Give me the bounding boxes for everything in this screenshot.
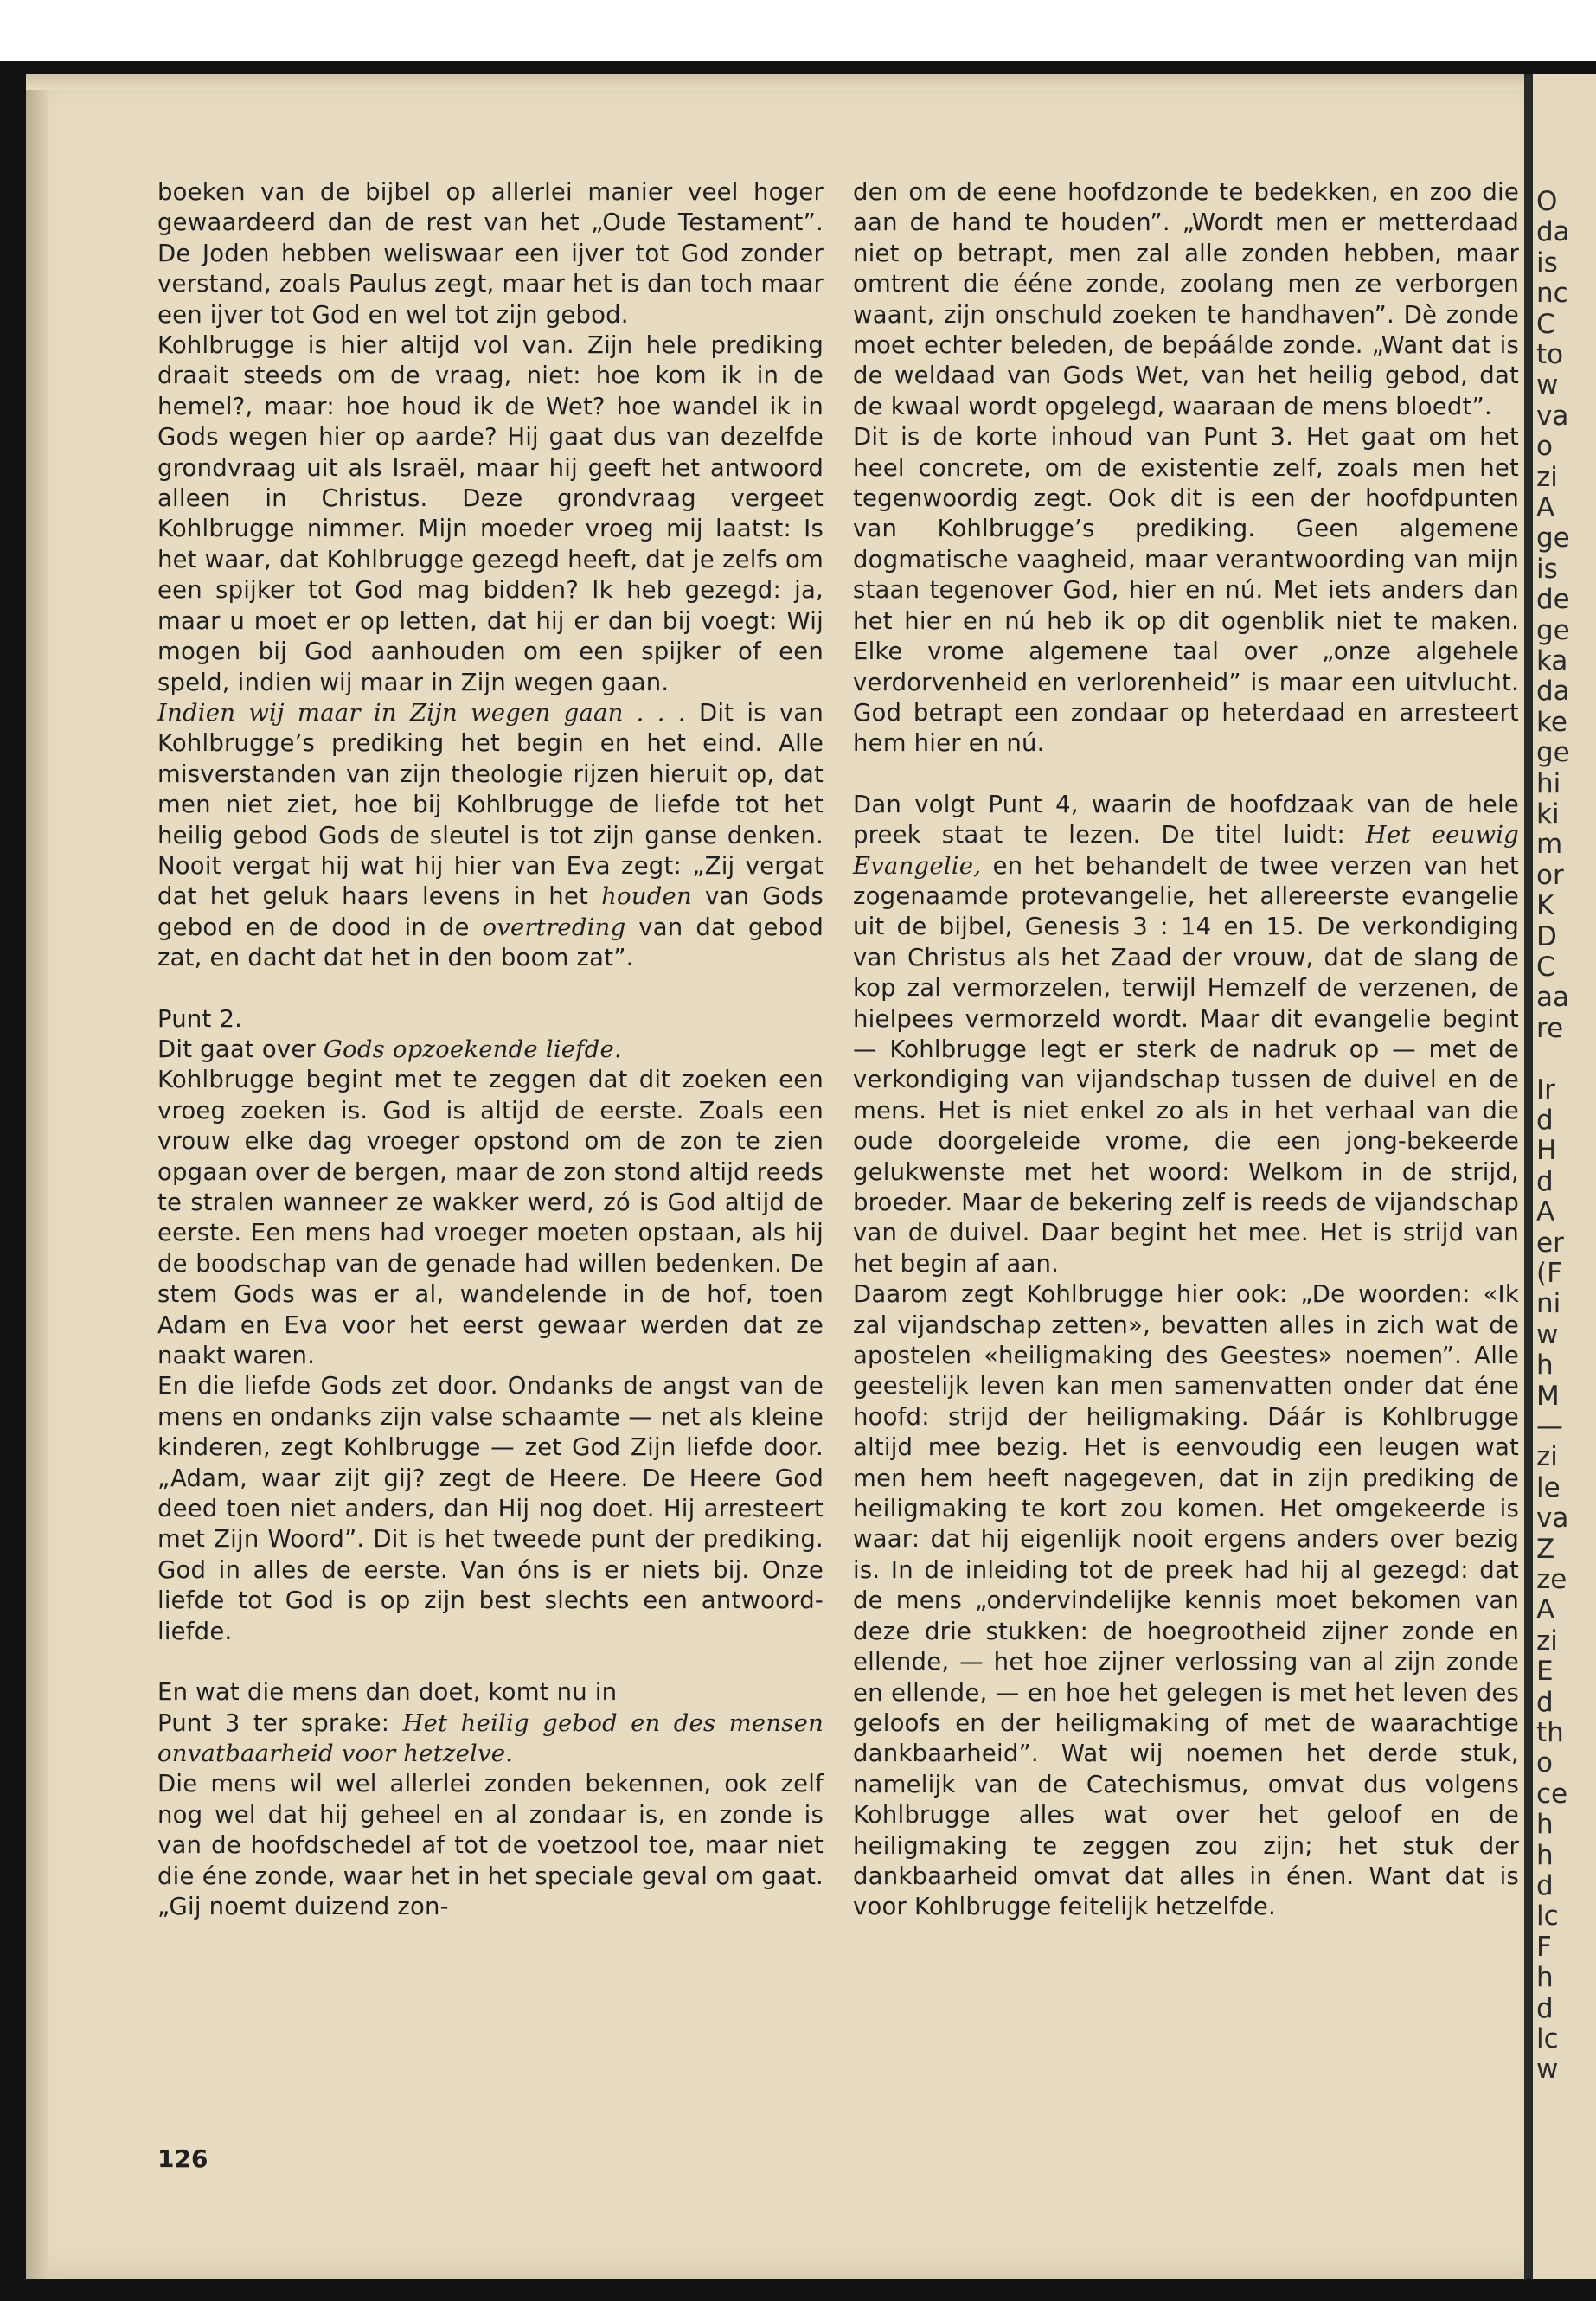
adjacent-page-fragment: w bbox=[1536, 2054, 1559, 2086]
paragraph bbox=[157, 1004, 824, 1035]
adjacent-page-fragment: ka bbox=[1536, 645, 1568, 676]
paragraph bbox=[157, 330, 824, 698]
body-text: Dan volgt Punt 4, waarin de hoofdzaak van de hele preek staat te lezen. De titel luidt: bbox=[853, 790, 1519, 849]
paragraph bbox=[853, 790, 1519, 1280]
adjacent-page-fragment: E bbox=[1536, 1656, 1554, 1688]
adjacent-page-fragment: w bbox=[1536, 1318, 1559, 1350]
paragraph bbox=[853, 177, 1519, 422]
italic-text: Indien wij maar in Zijn wegen gaan . . . bbox=[157, 698, 686, 727]
adjacent-page-fragment: ge bbox=[1536, 614, 1570, 646]
adjacent-page-fragment: hi bbox=[1536, 767, 1561, 799]
adjacent-page-fragment: O bbox=[1536, 186, 1558, 217]
body-text: van dat gebod zat, en dacht dat het in den boom zat”. bbox=[157, 913, 824, 972]
body-text: boeken van de bijbel op allerlei manier veel hoger gewaardeerd dan de rest van het „Oude Testament”. De Joden hebben weliswaar een ijver tot God zonder verstand, zoals Paulus zegt, maar het is dan toch maar een ijver tot God en wel tot zijn gebod. bbox=[157, 178, 824, 329]
adjacent-page-fragment: — bbox=[1536, 1411, 1563, 1442]
adjacent-page-fragment: va bbox=[1536, 400, 1569, 432]
adjacent-page-fragment: Z bbox=[1536, 1533, 1555, 1565]
paragraph bbox=[157, 1769, 824, 1922]
adjacent-page-fragment: M bbox=[1536, 1380, 1560, 1412]
page-top-edge bbox=[26, 74, 1548, 90]
adjacent-page-fragment: ce bbox=[1536, 1778, 1568, 1810]
adjacent-page-fragment: C bbox=[1536, 308, 1555, 340]
adjacent-page-fragment: Ir bbox=[1536, 1074, 1555, 1106]
adjacent-page-fragment: re bbox=[1536, 1012, 1564, 1044]
paragraph bbox=[157, 1708, 824, 1770]
italic-text: Het heilig gebod en des mensen onvatbaarheid voor hetzelve. bbox=[157, 1708, 824, 1767]
paragraph bbox=[157, 698, 824, 974]
adjacent-page-fragment: nc bbox=[1536, 278, 1568, 310]
adjacent-page-fragment: da bbox=[1536, 676, 1570, 708]
body-text: Punt 2. bbox=[157, 1004, 243, 1033]
body-text: van Gods gebod en de dood in de bbox=[157, 882, 824, 941]
adjacent-page-fragment: h bbox=[1536, 1839, 1554, 1871]
adjacent-page-fragment: lc bbox=[1536, 2023, 1559, 2054]
adjacent-page-fragment: d bbox=[1536, 1165, 1554, 1197]
adjacent-page-fragment: d bbox=[1536, 1992, 1554, 2024]
adjacent-page-strip bbox=[1533, 74, 1596, 2279]
adjacent-page-fragment: da bbox=[1536, 216, 1570, 248]
adjacent-page-fragment: ki bbox=[1536, 798, 1560, 830]
adjacent-page-fragment: to bbox=[1536, 339, 1564, 370]
adjacent-page-fragment: o bbox=[1536, 431, 1553, 463]
book-gutter bbox=[1524, 74, 1533, 2279]
paragraph-gap bbox=[853, 760, 1519, 790]
adjacent-page-fragment: va bbox=[1536, 1503, 1569, 1535]
adjacent-page-fragment: er bbox=[1536, 1227, 1564, 1259]
scan-background bbox=[0, 0, 1596, 61]
adjacent-page-fragment: C bbox=[1536, 952, 1555, 983]
adjacent-page-fragment: is bbox=[1536, 553, 1558, 585]
adjacent-page-fragment: d bbox=[1536, 1686, 1554, 1718]
italic-text: Gods opzoekende liefde. bbox=[323, 1035, 622, 1063]
body-text: Punt 3 ter sprake: bbox=[157, 1708, 403, 1737]
adjacent-page-fragment: h bbox=[1536, 1962, 1554, 1994]
italic-text: overtreding bbox=[482, 913, 626, 941]
page-number: 126 bbox=[157, 2144, 208, 2173]
adjacent-page-fragment: D bbox=[1536, 920, 1557, 952]
body-text: en het behandelt de twee verzen van het zogenaamde protevangelie, het allereerste evangelie uit de bijbel, Genesis 3 : 14 en 15. De verkondiging van Christus als het Zaad der vrouw, dat de slang de kop zal vermorzelen, terwijl Hemzelf de verzenen, de hielpees vermorzeld wordt. Maar dit evangelie begint — Kohlbrugge legt er sterk de nadruk op — met de verkondiging van vijandschap tussen de duivel en de mens. Het is niet enkel zo als in het verhaal van die oude doorgeleide vrome, die een jong-bekeerde gelukwenste met het woord: Welkom in de strijd, broeder. Maar de bekering zelf is reeds de vijandschap van de duivel. Daar begint het mee. Het is strijd van het begin af aan. bbox=[853, 851, 1519, 1278]
italic-text: Het eeuwig Evangelie, bbox=[853, 821, 1519, 880]
adjacent-page-fragment: K bbox=[1536, 890, 1554, 922]
adjacent-page-fragment: le bbox=[1536, 1471, 1561, 1503]
adjacent-page-fragment: zi bbox=[1536, 1441, 1558, 1473]
body-text: Dit is van Kohlbrugge’s prediking het begin en het eind. Alle misverstanden van zijn theologie rijzen hieruit op, dat men niet ziet, hoe bij Kohlbrugge de liefde tot het heilig gebod Gods de sleutel is tot zijn ganse denken. Nooit vergat hij wat hij hier van Eva zegt: „Zij vergat dat het geluk haars levens in het bbox=[157, 698, 824, 911]
body-text: Kohlbrugge is hier altijd vol van. Zijn hele prediking draait steeds om de vraag, niet: hoe kom ik in de hemel?, maar: hoe houd ik de Wet? hoe wandel ik in Gods wegen hier op aarde? Hij gaat dus van dezelfde grondvraag uit als Israël, maar hij geeft het antwoord alleen in Christus. Deze grondvraag vergeet Kohlbrugge nimmer. Mijn moeder vroeg mij laatst: Is het waar, dat Kohlbrugge gezegd heeft, dat je zelfs om een spijker tot God mag bidden? Ik heb gezegd: ja, maar u moet er op letten, dat hij er dan bij voegt: Wij mogen bij God aanhouden om een spijker of een speld, indien wij maar in Zijn wegen gaan. bbox=[157, 331, 824, 696]
paragraph bbox=[157, 1035, 824, 1065]
adjacent-page-fragment: (F bbox=[1536, 1258, 1562, 1289]
adjacent-page-fragment: A bbox=[1536, 492, 1555, 523]
page-left-edge bbox=[26, 74, 48, 2279]
adjacent-page-fragment: A bbox=[1536, 1196, 1555, 1228]
adjacent-page-fragment: h bbox=[1536, 1809, 1554, 1841]
adjacent-page-fragment: zi bbox=[1536, 461, 1558, 493]
adjacent-page-fragment: ge bbox=[1536, 522, 1570, 554]
adjacent-page-fragment: d bbox=[1536, 1105, 1554, 1136]
adjacent-page-fragment: ni bbox=[1536, 1288, 1561, 1320]
right-text-column bbox=[853, 177, 1519, 1923]
adjacent-page-fragment: F bbox=[1536, 1931, 1552, 1963]
adjacent-page-fragment: is bbox=[1536, 247, 1558, 279]
adjacent-page-fragment: lc bbox=[1536, 1900, 1559, 1932]
adjacent-page-fragment: or bbox=[1536, 859, 1564, 891]
paragraph bbox=[853, 1279, 1519, 1923]
adjacent-page-fragment: m bbox=[1536, 829, 1563, 861]
adjacent-page-fragment: A bbox=[1536, 1594, 1555, 1626]
paragraph bbox=[157, 1065, 824, 1371]
body-text: Dit is de korte inhoud van Punt 3. Het gaat om het heel concrete, om de existentie zelf, zoals men het tegenwoordig zegt. Ook dit is een der hoofdpunten van Kohlbrugge’s prediking. Geen algemene dogmatische vaagheid, maar verantwoording van mijn staan tegenover God, hier en nú. Met iets anders dan het hier en nú heb ik op dit ogenblik niet te maken. Elke vrome algemene taal over „onze algehele verdorvenheid en verlorenheid” is maar een uitvlucht. God betrapt een zondaar op heterdaad en arresteert hem hier en nú. bbox=[853, 423, 1519, 758]
body-text: En wat die mens dan doet, komt nu in bbox=[157, 1678, 618, 1707]
adjacent-page-fragment: ze bbox=[1536, 1564, 1567, 1595]
paragraph bbox=[157, 1677, 824, 1708]
adjacent-page-fragment: H bbox=[1536, 1135, 1557, 1167]
body-text: Kohlbrugge begint met te zeggen dat dit zoeken een vroeg zoeken is. God is altijd de eerste. Zoals een vrouw elke dag vroeger opstond om de zon te zien opgaan over de bergen, maar de zon stond altijd reeds te stralen wanneer ze wakker werd, zó is God altijd de eerste. Een mens had vroeger moeten opstaan, als hij de boodschap van de genade had willen bedenken. De stem Gods was er al, wandelende in de hof, toen Adam en Eva voor het eerst gewaar werden dat ze naakt waren. bbox=[157, 1066, 824, 1370]
adjacent-page-fragment: de bbox=[1536, 584, 1570, 616]
body-text: Daarom zegt Kohlbrugge hier ook: „De woorden: «Ik zal vijandschap zetten», bevatten alles in zich wat de apostelen «heiligmaking des Geestes» noemen”. Alle geestelijk leven kan men samenvatten onder dat éne hoofd: strijd der heiligmaking. Dáár is Kohlbrugge altijd mee bezig. Het is eenvoudig een leugen wat men hem heeft nagegeven, dat in zijn prediking de heiligmaking te kort zou komen. Het omgekeerde is waar: dat hij eigenlijk nooit ergens anders over bezig is. In de inleiding tot de preek had hij al gezegd: dat de mens „ondervindelijke kennis moet bekomen van deze drie stukken: de hoegrootheid zijner zonde en ellende, — het hoe zijner verlossing van al zijn zonde en ellende, — en hoe het gelegen is met het leven des geloofs en der heiligmaking of met de waarachtige dankbaarheid”. Wat wij noemen het derde stuk, namelijk van de Catechismus, omvat dus volgens Kohlbrugge alles wat over het geloof en de heiligmaking te zeggen zou zijn; het stuk der dankbaarheid omvat dat alles in énen. Want dat is voor Kohlbrugge feitelijk hetzelfde. bbox=[853, 1280, 1519, 1921]
adjacent-page-fragment: o bbox=[1536, 1747, 1553, 1779]
italic-text: houden bbox=[601, 882, 692, 911]
paragraph bbox=[157, 177, 824, 330]
paragraph-gap bbox=[157, 974, 824, 1004]
adjacent-page-fragment: ke bbox=[1536, 706, 1567, 738]
paragraph bbox=[853, 422, 1519, 759]
paragraph bbox=[157, 1371, 824, 1647]
body-text: En die liefde Gods zet door. Ondanks de angst van de mens en ondanks zijn valse schaamte — net als kleine kinderen, zegt Kohlbrugge — zet God Zijn liefde door. „Adam, waar zijt gij? zegt de Heere. De Heere God deed toen niet anders, dan Hij nog doet. Hij arresteert met Zijn Woord”. Dit is het tweede punt der prediking. God in alles de eerste. Van óns is er niets bij. Onze liefde tot God is op zijn best slechts een antwoord-liefde. bbox=[157, 1372, 824, 1645]
body-text: Dit gaat over bbox=[157, 1035, 324, 1063]
adjacent-page-fragment: zi bbox=[1536, 1625, 1558, 1657]
adjacent-page-fragment: ge bbox=[1536, 737, 1570, 769]
body-text: den om de eene hoofdzonde te bedekken, en zoo die aan de hand te houden”. „Wordt men er metterdaad niet op betrapt, men zal alle zonden hebben, maar omtrent die ééne zonde, zoolang men ze verborgen waant, zijn onschuld zoeken te handhaven”. Dè zonde moet echter beleden, de bepáálde zonde. „Want dat is de weldaad van Gods Wet, van het heilig gebod, dat de kwaal wordt opgelegd, waaraan de mens bloedt”. bbox=[853, 178, 1519, 420]
adjacent-page-fragment: w bbox=[1536, 369, 1559, 401]
adjacent-page-fragment: th bbox=[1536, 1717, 1564, 1748]
adjacent-page-fragment: h bbox=[1536, 1349, 1554, 1381]
body-text: Die mens wil wel allerlei zonden bekennen, ook zelf nog wel dat hij geheel en al zondaar is, en zonde is van de hoofdschedel af tot de voetzool toe, maar niet die éne zonde, waar het in het speciale geval om gaat. „Gij noemt duizend zon- bbox=[157, 1770, 824, 1920]
adjacent-page-fragment: d bbox=[1536, 1870, 1554, 1901]
paragraph-gap bbox=[157, 1647, 824, 1677]
left-text-column bbox=[157, 177, 824, 1922]
adjacent-page-fragment: aa bbox=[1536, 982, 1569, 1014]
